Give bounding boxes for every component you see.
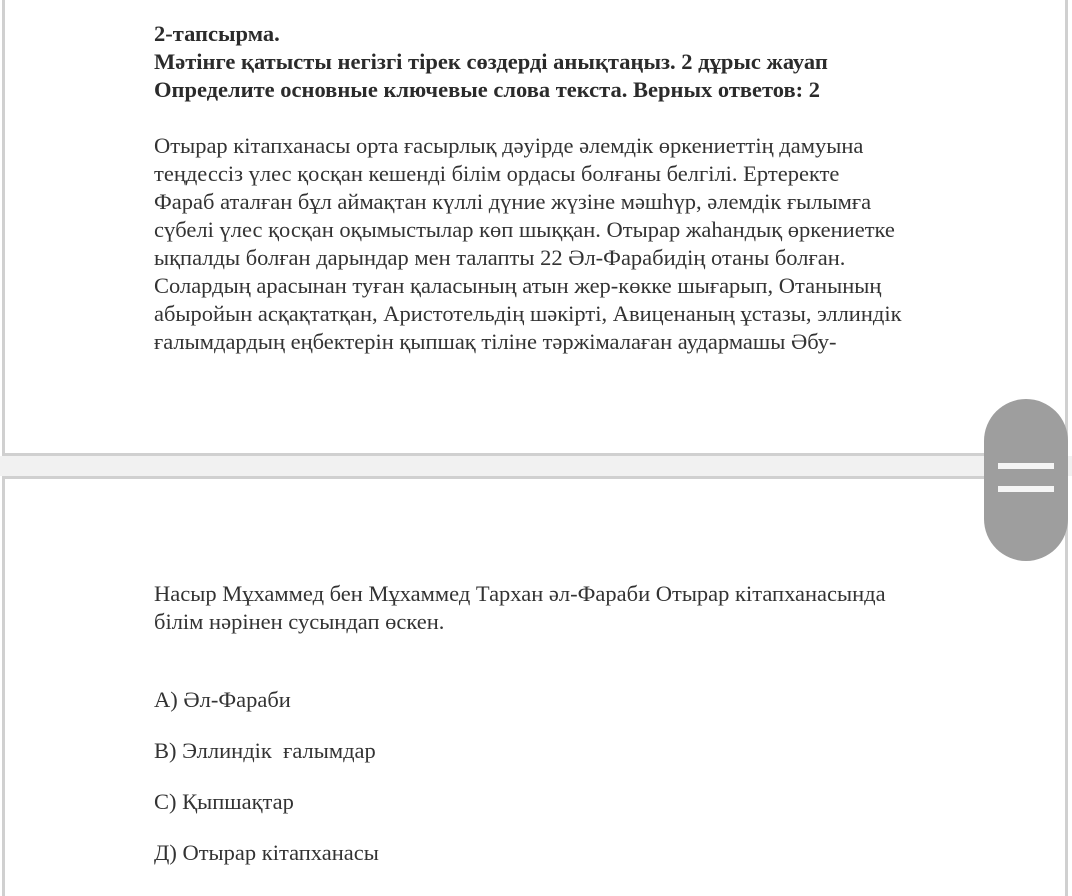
instruction-russian: Определите основные ключевые слова текста. Верных ответов: 2 (154, 77, 821, 102)
instruction-kazakh: Мәтінге қатысты негізгі тірек сөздерді анықтаңыз. 2 дұрыс жауап (154, 49, 828, 74)
option-a[interactable]: А) Әл-Фараби (154, 687, 291, 712)
page-gap (0, 456, 1072, 476)
task-heading (154, 20, 1014, 104)
grip-line-icon (998, 486, 1054, 492)
passage-part-2: Насыр Мұхаммед бен Мұхаммед Тархан әл-Фараби Отырар кітапханасында білім нәрінен сусындап өскен. (154, 581, 886, 634)
scroll-handle[interactable] (984, 399, 1068, 561)
task-number: 2-тапсырма. (154, 21, 280, 46)
grip-line-icon (998, 463, 1054, 469)
option-b[interactable]: В) Эллиндік ғалымдар (154, 738, 376, 763)
option-c[interactable]: С) Қыпшақтар (154, 789, 294, 814)
passage-part-1: Отырар кітапханасы орта ғасырлық дәуірде әлемдік өркениеттің дамуына теңдессіз үлес қосқан кешенді білім ордасы болғаны белгілі. Ертеректе Фараб аталған бұл аймақтан күллі дүние жүзіне мәшһүр, әлемдік ғылымға сүбелі үлес қосқан оқымыстылар көп шыққан. Отырар жаһандық өркениетке ықпалды болған дарындар мен талапты 22 Әл-Фарабидің отаны болған. Солардың арасынан туған қаласының атын жер-көкке шығарып, Отанының абыройын асқақтатқан, Аристотельдің шәкірті, Авиценаның ұстазы, эллиндік ғалымдардың еңбектерін қыпшақ тіліне тәржімалаған аудармашы Әбу- (154, 133, 902, 354)
option-d[interactable]: Д) Отырар кітапханасы (154, 840, 379, 865)
answer-options (154, 686, 1014, 890)
